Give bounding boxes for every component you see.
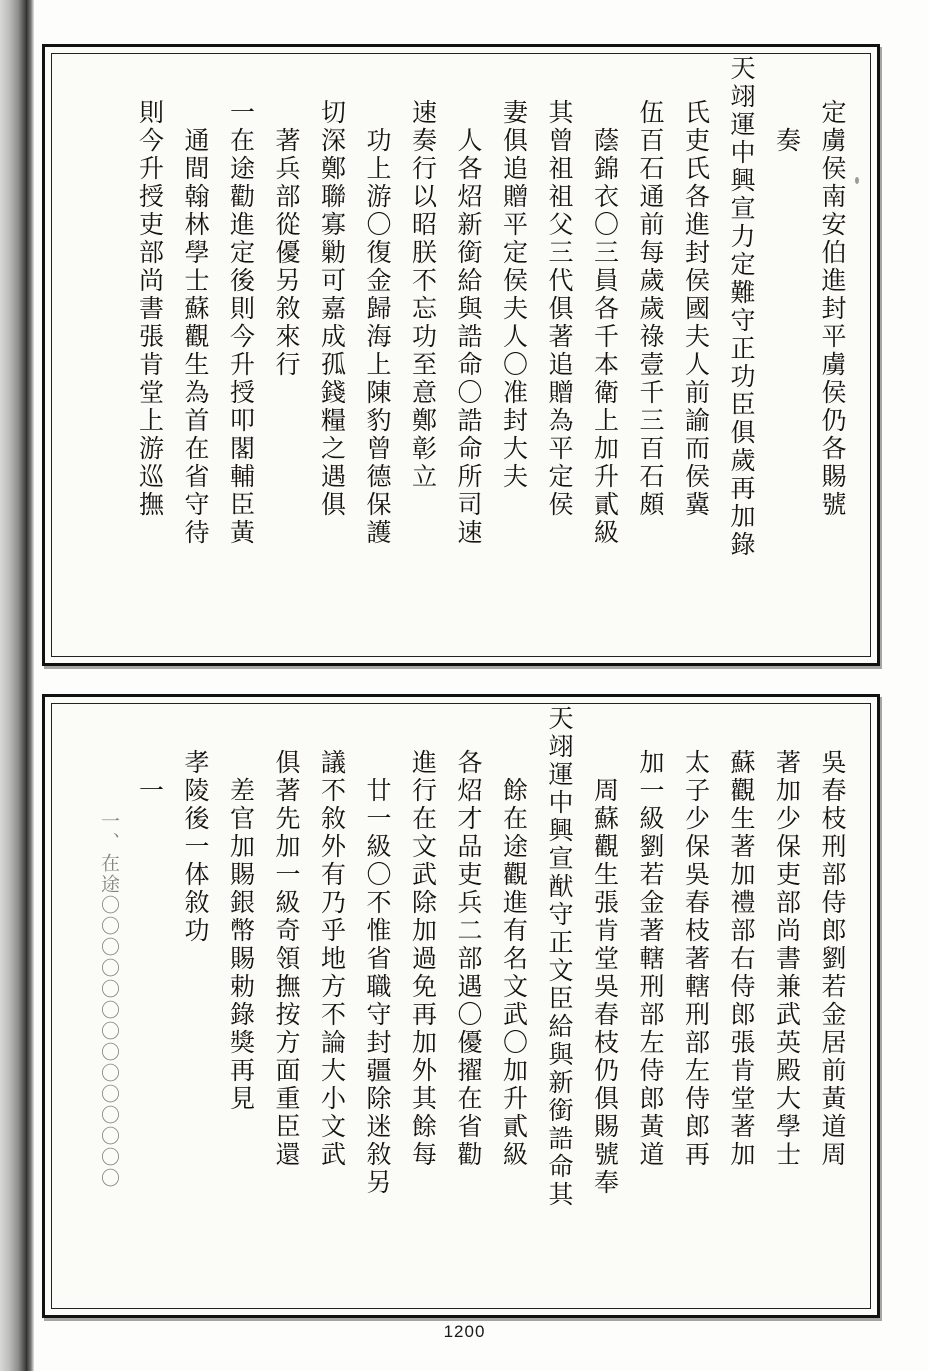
text-column: 差官加賜銀幣賜勅錄獎再見 <box>226 777 256 1113</box>
book-spine-edge <box>26 0 34 1371</box>
text-column: 蘇觀生著加禮部右侍郎張肯堂著加 <box>727 749 756 1169</box>
text-column: 切深鄭聯寡勦可嘉成孤錢糧之遇俱 <box>317 99 347 519</box>
text-column: 天翊運中興宣力定難守正功臣俱歲再加錄 <box>727 55 756 559</box>
text-column: 著兵部從優另敘來行 <box>272 127 301 379</box>
text-column: 通間翰林學士蘇觀生為首在省守待 <box>181 127 210 547</box>
text-column: 周蘇觀生張肯堂吳春枝仍俱賜號奉 <box>590 777 620 1197</box>
text-column: 俱著先加一級奇領撫按方面重臣還 <box>272 749 301 1169</box>
text-column: 議不敘外有乃乎地方不論大小文武 <box>317 749 347 1169</box>
text-column: 定虜侯南安伯進封平虜侯仍各賜號 <box>818 99 847 519</box>
text-column-faint: 一、在途〇〇〇〇〇〇〇〇〇〇〇〇〇〇 <box>98 811 120 1189</box>
text-column: 餘在途觀進有名文武〇加升貳級 <box>499 777 529 1169</box>
lower-plate-columns <box>67 705 855 1299</box>
text-column: 太子少保吳春枝著轄刑部左侍郎再 <box>681 749 711 1169</box>
text-column: 則今升授吏部尚書張肯堂上游巡撫 <box>135 99 165 519</box>
upper-facsimile-plate <box>42 44 880 666</box>
lower-facsimile-plate <box>42 694 880 1318</box>
text-column: 孝陵後一体敘功 <box>181 749 210 945</box>
text-column: 吳春枝刑部侍郎劉若金居前黃道周 <box>818 749 847 1169</box>
text-column: 天翊運中興宣猷守正文臣給與新銜誥命其 <box>545 705 574 1209</box>
text-column: 一 <box>135 777 165 805</box>
text-column: 一在途勸進定後則今升授叩閣輔臣黃 <box>226 99 256 547</box>
text-column: 人各炤新銜給與誥命〇誥命所司速 <box>454 127 483 547</box>
text-column: 廿一級〇不惟省職守封疆除迷敘另 <box>363 777 392 1197</box>
text-column: 氏吏氏各進封侯國夫人前諭而侯冀 <box>681 99 711 519</box>
text-column: 妻俱追贈平定侯夫人〇准封大夫 <box>499 99 529 491</box>
text-column: 蔭錦衣〇三員各千本衛上加升貳級 <box>590 127 620 547</box>
text-column: 伍百石通前每歲歲祿壹千三百石頗 <box>636 99 665 519</box>
text-column: 著加少保吏部尚書兼武英殿大學士 <box>772 749 802 1169</box>
text-column: 功上游〇復金歸海上陳豹曾德保護 <box>363 127 392 547</box>
book-spine-gutter <box>0 0 26 1371</box>
text-column: 其曾祖祖父三代俱著追贈為平定侯 <box>545 99 574 519</box>
text-column: 進行在文武除加過免再加外其餘每 <box>408 749 438 1169</box>
text-column: 加一級劉若金著轄刑部左侍郎黃道 <box>636 749 665 1169</box>
upper-plate-columns <box>67 55 855 647</box>
text-column: 各炤才品吏兵二部遇〇優擢在省勸 <box>454 749 483 1169</box>
text-column: 奏 <box>772 127 802 155</box>
text-column: 速奏行以昭朕不忘功至意鄭彰立 <box>408 99 438 491</box>
folio-number: 1200 <box>443 1322 486 1341</box>
scan-speck <box>855 177 859 184</box>
